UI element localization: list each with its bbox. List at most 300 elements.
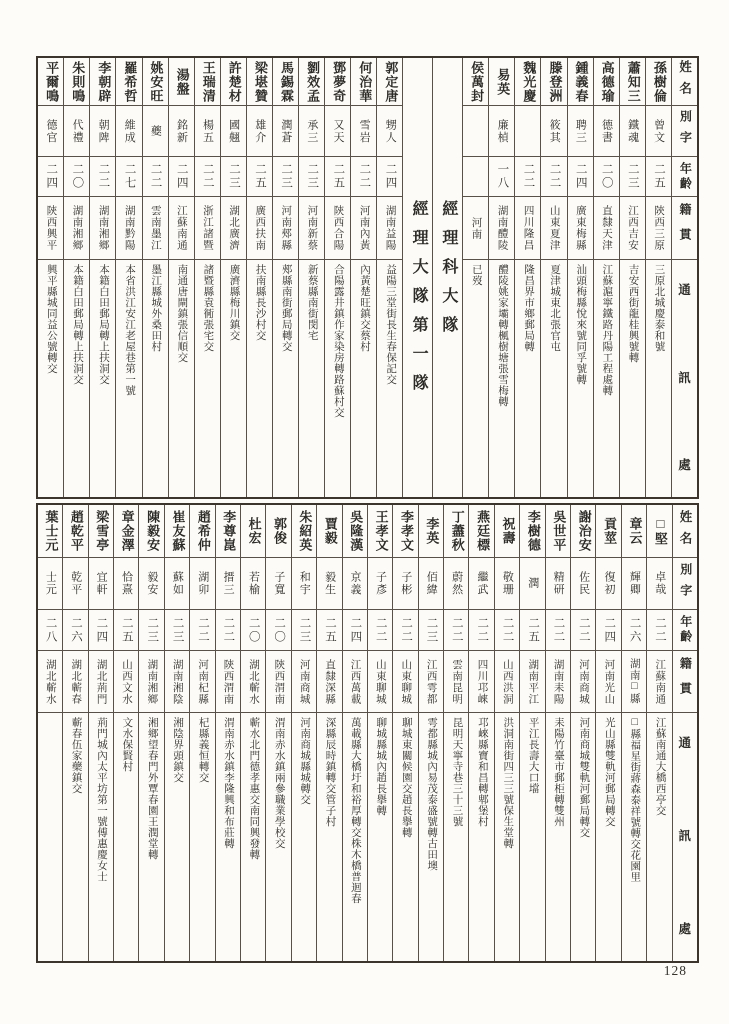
entry-origin-text: 廣西扶南 bbox=[254, 205, 266, 251]
entry-address-text: 三原北城慶泰和號 bbox=[653, 264, 665, 352]
entry-origin bbox=[515, 197, 540, 260]
entry-address bbox=[247, 260, 272, 497]
entry-name-text: 梁堪贊 bbox=[252, 60, 268, 103]
entry-address bbox=[377, 260, 402, 497]
header-origin-text: 籍貫 bbox=[678, 203, 693, 253]
entry-origin-text: 直隸深縣 bbox=[324, 658, 336, 705]
entry-origin bbox=[90, 197, 115, 260]
entry-name bbox=[368, 505, 392, 558]
entry-age-text: 二二 bbox=[476, 616, 489, 644]
header-origin-text: 籍貫 bbox=[678, 656, 693, 707]
entry-address-text: 汕頭梅縣悅來號同孚號轉 bbox=[575, 264, 587, 385]
entry-age-text: 二五 bbox=[652, 163, 665, 190]
entry-courtesy-name bbox=[266, 558, 290, 610]
entry-age-text: 二二 bbox=[196, 616, 209, 644]
entry-address bbox=[444, 713, 468, 961]
header-column bbox=[671, 58, 697, 497]
entry-courtesy-name-text: 潤 bbox=[526, 577, 539, 590]
entry-address-text: 昆明天寧寺巷三十三號 bbox=[451, 717, 463, 827]
entry-origin bbox=[241, 651, 265, 713]
entry-address bbox=[620, 260, 645, 497]
entry-age-text: 二二 bbox=[358, 163, 371, 190]
entry-name bbox=[571, 505, 595, 558]
entry-age bbox=[139, 610, 163, 651]
entry-origin-text: 四川隆昌 bbox=[522, 205, 534, 251]
entry-origin-text: 湖北蘄水 bbox=[247, 658, 259, 705]
entry-age bbox=[241, 610, 265, 651]
entry-age-text: 二四 bbox=[45, 163, 58, 190]
entry-column bbox=[593, 58, 619, 497]
entry-address-text: 新蔡縣南街閔宅 bbox=[306, 264, 318, 341]
entry-column bbox=[645, 58, 671, 497]
entry-name bbox=[343, 505, 367, 558]
entry-column bbox=[63, 58, 89, 497]
entry-name bbox=[165, 505, 189, 558]
entry-origin-text: 山西洪洞 bbox=[501, 658, 513, 705]
entry-column bbox=[443, 505, 468, 961]
entry-column bbox=[215, 505, 240, 961]
entry-age-text: 二三 bbox=[298, 616, 311, 644]
header-column bbox=[672, 505, 697, 961]
entry-age bbox=[38, 157, 63, 197]
entry-name bbox=[419, 505, 443, 558]
entry-address bbox=[541, 260, 566, 497]
entry-name-text: 崔友蘇 bbox=[170, 510, 186, 552]
entry-address-text: 雩都縣城內易茂泰盛號轉古田墺 bbox=[426, 717, 438, 871]
entry-age bbox=[64, 157, 89, 197]
header-address-char: 處 bbox=[678, 922, 692, 936]
entry-age bbox=[568, 157, 593, 197]
entry-address bbox=[393, 713, 417, 961]
entry-courtesy-name bbox=[646, 106, 671, 157]
entry-origin bbox=[266, 651, 290, 713]
entry-age bbox=[622, 610, 646, 651]
entry-origin-text: 河南商城 bbox=[578, 658, 590, 705]
entry-address-text: 南通唐閘鎮張信順交 bbox=[176, 264, 188, 363]
entry-age bbox=[343, 610, 367, 651]
entry-courtesy-name bbox=[594, 106, 619, 157]
entry-address bbox=[114, 713, 138, 961]
entry-age-text: 二二 bbox=[522, 163, 535, 190]
entry-age bbox=[247, 157, 272, 197]
entry-courtesy-name-text: 和宇 bbox=[298, 571, 311, 596]
entry-courtesy-name-text: 德官 bbox=[44, 118, 57, 144]
entry-column bbox=[350, 58, 376, 497]
entry-column bbox=[38, 505, 62, 961]
entry-origin bbox=[620, 197, 645, 260]
entry-address-text: 江蘇南通大橋西亭交 bbox=[654, 717, 666, 816]
entry-address bbox=[190, 713, 214, 961]
entry-courtesy-name-text: 蔚然 bbox=[450, 571, 463, 596]
entry-name bbox=[221, 58, 246, 106]
entry-origin-text: 河南杞縣 bbox=[197, 658, 209, 705]
entry-address bbox=[515, 260, 540, 497]
entry-origin bbox=[546, 651, 570, 713]
entry-courtesy-name-text: 繼武 bbox=[476, 571, 488, 596]
entry-name bbox=[622, 505, 646, 558]
entry-age-text: 二五 bbox=[120, 616, 133, 644]
entry-age-text: 二三 bbox=[280, 163, 293, 190]
entry-name-text: 丁藎秋 bbox=[449, 510, 465, 552]
entry-courtesy-name-text: 恰熹 bbox=[120, 571, 133, 596]
entry-courtesy-name-text: 毅生 bbox=[323, 571, 336, 596]
entry-column bbox=[272, 58, 298, 497]
entry-column bbox=[142, 58, 168, 497]
entry-column bbox=[488, 58, 514, 497]
entry-origin bbox=[377, 197, 402, 260]
entry-courtesy-name-text: 輝卿 bbox=[628, 571, 641, 596]
entry-age-text: 一八 bbox=[496, 163, 509, 190]
entry-origin bbox=[38, 197, 63, 260]
entry-name-text: 魏光慶 bbox=[521, 60, 537, 103]
entry-origin-text: 廣東梅縣 bbox=[574, 205, 586, 251]
entry-address bbox=[546, 713, 570, 961]
entry-origin bbox=[495, 651, 519, 713]
entry-age-text: 二七 bbox=[123, 163, 136, 190]
entry-name bbox=[620, 58, 645, 106]
entry-courtesy-name bbox=[247, 106, 272, 157]
entry-age bbox=[190, 610, 214, 651]
entry-column bbox=[189, 505, 214, 961]
entry-origin-text: 湖南黔陽 bbox=[123, 205, 135, 251]
entry-name-text: 湯盤 bbox=[174, 67, 190, 96]
entry-column bbox=[376, 58, 402, 497]
entry-address-text: □縣福星街蔣森泰祥號轉交花園里 bbox=[629, 717, 641, 883]
entry-name bbox=[90, 58, 115, 106]
entry-name bbox=[541, 58, 566, 106]
entry-courtesy-name bbox=[622, 558, 646, 610]
entry-origin-text: 雲南昆明 bbox=[451, 658, 463, 705]
entry-age bbox=[292, 610, 316, 651]
entry-age bbox=[266, 610, 290, 651]
entry-age-text: 二二 bbox=[577, 616, 590, 644]
entry-address bbox=[139, 713, 163, 961]
entry-origin-text: 河南 bbox=[470, 216, 482, 240]
entry-address-text: 夏津城東北張官屯 bbox=[549, 264, 561, 352]
entry-courtesy-name-text: 子寬 bbox=[272, 571, 285, 596]
entry-origin-text: 山西文水 bbox=[120, 658, 132, 705]
entry-address bbox=[195, 260, 220, 497]
entry-origin bbox=[520, 651, 544, 713]
entry-origin bbox=[541, 197, 566, 260]
entry-courtesy-name-text: 銘新 bbox=[175, 118, 188, 144]
entry-age bbox=[520, 610, 544, 651]
header-address bbox=[672, 260, 697, 497]
entry-courtesy-name bbox=[64, 106, 89, 157]
entry-name-text: 何治華 bbox=[357, 60, 373, 103]
entry-origin bbox=[317, 651, 341, 713]
entry-age-text: 二三 bbox=[626, 163, 639, 190]
entry-age-text: 二二 bbox=[654, 616, 667, 644]
entry-age bbox=[489, 157, 514, 197]
entry-column bbox=[38, 58, 63, 497]
entry-column bbox=[621, 505, 646, 961]
entry-age bbox=[195, 157, 220, 197]
entry-courtesy-name bbox=[463, 106, 488, 157]
entry-name-text: 梁雪亭 bbox=[94, 510, 110, 552]
entry-address-text: 廣濟縣梅川鎮交 bbox=[228, 264, 240, 341]
entry-origin bbox=[444, 651, 468, 713]
header-address-char: 訊 bbox=[678, 829, 692, 843]
entry-address bbox=[64, 260, 89, 497]
entry-name bbox=[568, 58, 593, 106]
entry-courtesy-name bbox=[469, 558, 493, 610]
roster-table-bottom bbox=[36, 503, 699, 963]
entry-name bbox=[393, 505, 417, 558]
entry-origin-text: 陝西合陽 bbox=[332, 205, 344, 251]
entry-origin-text: 湖北蘄春 bbox=[70, 658, 82, 705]
entry-age bbox=[165, 610, 189, 651]
entry-age-text: 二二 bbox=[548, 163, 561, 190]
entry-address-text: 邛崍縣寶和昌轉郫堡村 bbox=[476, 717, 488, 827]
entry-name-text: 鍾義春 bbox=[573, 60, 589, 103]
header-zi-text: 別字 bbox=[678, 562, 693, 605]
header-zi-text: 別字 bbox=[678, 110, 693, 152]
entry-courtesy-name-text: 精研 bbox=[552, 571, 565, 596]
entry-origin-text: 江西萬載 bbox=[349, 658, 361, 705]
entry-origin-text: 河南內黃 bbox=[358, 205, 370, 251]
entry-age bbox=[546, 610, 570, 651]
entry-name-text: 李孝文 bbox=[398, 510, 414, 552]
section-title: 經理大隊第一隊 bbox=[410, 200, 428, 403]
entry-address bbox=[90, 260, 115, 497]
entry-courtesy-name bbox=[114, 558, 138, 610]
entry-origin-text: 江蘇南通 bbox=[654, 658, 666, 705]
entry-name-text: 侯萬封 bbox=[469, 60, 485, 103]
entry-address bbox=[368, 713, 392, 961]
header-address-char: 通 bbox=[678, 283, 691, 297]
entry-origin-text: 河南商城 bbox=[298, 658, 310, 705]
entry-origin-text: 山東夏津 bbox=[548, 205, 560, 251]
entry-courtesy-name-text: 雪岩 bbox=[358, 118, 371, 144]
entry-name-text: 朱則鳴 bbox=[70, 60, 86, 103]
entry-address bbox=[343, 713, 367, 961]
entry-address-text: 興平縣城同益公號轉交 bbox=[45, 264, 57, 374]
entry-address bbox=[489, 260, 514, 497]
entry-courtesy-name bbox=[444, 558, 468, 610]
entry-name-text: 葉士元 bbox=[43, 510, 59, 552]
section-title: 經理科大隊 bbox=[439, 200, 457, 345]
entry-age-text: 二二 bbox=[501, 616, 514, 644]
entry-column bbox=[138, 505, 163, 961]
entry-address-text: 醴陵姚家壩轉楓樹塘張雪梅轉 bbox=[496, 264, 508, 407]
entry-origin-text: 陝西三原 bbox=[653, 205, 665, 251]
entry-age-text: 二三 bbox=[227, 163, 240, 190]
entry-age bbox=[38, 610, 62, 651]
entry-origin bbox=[393, 651, 417, 713]
entry-column bbox=[194, 58, 220, 497]
entry-name bbox=[63, 505, 87, 558]
entry-column bbox=[595, 505, 620, 961]
entry-age bbox=[273, 157, 298, 197]
entry-address bbox=[594, 260, 619, 497]
entry-courtesy-name-text: 楊五 bbox=[201, 118, 214, 144]
entry-origin bbox=[89, 651, 113, 713]
entry-age bbox=[221, 157, 246, 197]
entry-origin bbox=[343, 651, 367, 713]
entry-origin bbox=[64, 197, 89, 260]
entry-name-text: 祝壽 bbox=[500, 517, 516, 545]
entry-name-text: 謝治安 bbox=[576, 510, 592, 552]
entry-address-text: 已歿 bbox=[470, 264, 482, 286]
entry-column bbox=[519, 505, 544, 961]
entry-column bbox=[168, 58, 194, 497]
entry-address-text: 江蘇滬寧鐵路丹陽工程處轉 bbox=[601, 264, 613, 396]
entry-courtesy-name bbox=[489, 106, 514, 157]
entry-origin bbox=[273, 197, 298, 260]
entry-name bbox=[596, 505, 620, 558]
header-address-char: 處 bbox=[678, 458, 691, 472]
entry-address bbox=[273, 260, 298, 497]
entry-origin-text: 雲南墨江 bbox=[149, 205, 161, 251]
entry-courtesy-name bbox=[495, 558, 519, 610]
entry-address-text: 墨江縣城外桑田村 bbox=[150, 264, 162, 352]
entry-column bbox=[545, 505, 570, 961]
entry-name bbox=[64, 58, 89, 106]
entry-age-text: 二三 bbox=[425, 616, 438, 644]
entry-origin bbox=[489, 197, 514, 260]
entry-courtesy-name-text: 鐵魂 bbox=[626, 118, 639, 144]
page-number: 128 bbox=[663, 963, 687, 978]
entry-age-text: 二二 bbox=[97, 163, 110, 190]
entry-age bbox=[463, 157, 488, 197]
entry-address bbox=[463, 260, 488, 497]
entry-age-text: 二三 bbox=[171, 616, 184, 644]
entry-name-text: 吳世平 bbox=[551, 510, 567, 552]
entry-address bbox=[89, 713, 113, 961]
entry-age-text: 二〇 bbox=[247, 616, 260, 644]
entry-age bbox=[299, 157, 324, 197]
entry-column bbox=[468, 505, 493, 961]
entry-address bbox=[596, 713, 620, 961]
entry-name-text: 易英 bbox=[495, 67, 511, 96]
entry-origin bbox=[469, 651, 493, 713]
entry-origin bbox=[292, 651, 316, 713]
entry-column bbox=[342, 505, 367, 961]
entry-name bbox=[325, 58, 350, 106]
entry-address-text: 隆昌界市鄉郵局轉 bbox=[523, 264, 535, 352]
entry-name-text: 羅希哲 bbox=[122, 60, 138, 103]
entry-age bbox=[143, 157, 168, 197]
header-zi bbox=[673, 558, 697, 610]
header-age bbox=[673, 610, 697, 651]
entry-courtesy-name-text: 德書 bbox=[600, 118, 613, 144]
entry-origin-text: 湖南醴陵 bbox=[496, 205, 508, 251]
entry-age bbox=[419, 610, 443, 651]
entry-column bbox=[392, 505, 417, 961]
entry-courtesy-name bbox=[143, 106, 168, 157]
entry-origin bbox=[646, 197, 671, 260]
entry-name-text: 馬錫霖 bbox=[278, 60, 294, 103]
entry-origin bbox=[139, 651, 163, 713]
entry-address-text: 扶南縣長沙村交 bbox=[254, 264, 266, 341]
entry-courtesy-name-text: 子彬 bbox=[399, 571, 412, 596]
entry-age-text: 二三 bbox=[306, 163, 319, 190]
entry-age bbox=[495, 610, 519, 651]
entry-age-text: 二〇 bbox=[71, 163, 84, 190]
entry-courtesy-name bbox=[317, 558, 341, 610]
entry-address bbox=[571, 713, 595, 961]
entry-courtesy-name bbox=[515, 106, 540, 157]
entry-address bbox=[266, 713, 290, 961]
entry-age-text: 二四 bbox=[175, 163, 188, 190]
entry-age bbox=[351, 157, 376, 197]
entry-courtesy-name bbox=[89, 558, 113, 610]
entry-courtesy-name-text: 廉楨 bbox=[496, 118, 509, 144]
entry-age-text: 二二 bbox=[400, 616, 413, 644]
entry-column bbox=[567, 58, 593, 497]
entry-address bbox=[38, 260, 63, 497]
entry-name-text: 章金澤 bbox=[119, 510, 135, 552]
header-name-text: 姓名 bbox=[677, 509, 692, 553]
entry-origin bbox=[63, 651, 87, 713]
entry-origin-text: 四川邛崍 bbox=[476, 658, 488, 705]
entry-origin bbox=[165, 651, 189, 713]
entry-address-text: 蘄水北門德孝惠交南同興發轉 bbox=[248, 717, 260, 860]
entry-age bbox=[216, 610, 240, 651]
entry-name bbox=[489, 58, 514, 106]
entry-address-text: 河南商城雙軌河郵局轉交 bbox=[578, 717, 590, 838]
entry-origin-text: 湖南湘鄉 bbox=[146, 658, 158, 705]
entry-courtesy-name-text: 復初 bbox=[602, 571, 615, 596]
entry-origin bbox=[114, 651, 138, 713]
entry-age-text: 二四 bbox=[349, 616, 362, 644]
entry-address bbox=[241, 713, 265, 961]
entry-age-text: 二五 bbox=[527, 616, 540, 644]
entry-name bbox=[169, 58, 194, 106]
entry-courtesy-name bbox=[596, 558, 620, 610]
entry-origin bbox=[247, 197, 272, 260]
entry-courtesy-name-text: 又天 bbox=[332, 118, 345, 144]
entry-origin-text: 湖南平江 bbox=[527, 658, 539, 705]
entry-column bbox=[246, 58, 272, 497]
entry-courtesy-name bbox=[325, 106, 350, 157]
entry-name-text: 朱紹英 bbox=[297, 510, 313, 552]
header-name bbox=[672, 58, 697, 106]
entry-origin-text: 直隸天津 bbox=[600, 205, 612, 251]
entry-name bbox=[273, 58, 298, 106]
entry-name bbox=[89, 505, 113, 558]
entry-courtesy-name bbox=[273, 106, 298, 157]
entry-courtesy-name-text: 潤蒼 bbox=[279, 118, 292, 144]
entry-name bbox=[195, 58, 220, 106]
entry-name-text: □堅 bbox=[652, 516, 668, 546]
entry-name-text: 郭定唐 bbox=[383, 60, 399, 103]
entry-courtesy-name bbox=[190, 558, 214, 610]
entry-address bbox=[568, 260, 593, 497]
entry-address-text: 本籍白田郵局轉上扶洞交 bbox=[71, 264, 83, 385]
entry-name bbox=[114, 505, 138, 558]
entry-courtesy-name-text: 佰緯 bbox=[425, 571, 438, 596]
header-address bbox=[673, 713, 697, 961]
entry-origin-text: 江西吉安 bbox=[627, 205, 639, 251]
entry-origin bbox=[216, 651, 240, 713]
entry-age bbox=[63, 610, 87, 651]
entry-name-text: 蕭知三 bbox=[625, 60, 641, 103]
entry-address bbox=[143, 260, 168, 497]
entry-address-text: 荊門城內太平坊第一號傅惠慶女士 bbox=[96, 717, 107, 882]
entry-address-text: 聊城縣城內趙長擧轉 bbox=[375, 717, 387, 816]
entry-name bbox=[247, 58, 272, 106]
entry-name-text: 平爾鳴 bbox=[44, 60, 60, 103]
entry-courtesy-name-text: 筱其 bbox=[548, 118, 561, 144]
entry-origin-text: 湖南□縣 bbox=[628, 658, 640, 705]
entry-name bbox=[299, 58, 324, 106]
entry-address bbox=[520, 713, 544, 961]
entry-age-text: 二二 bbox=[201, 163, 214, 190]
roster-table-top bbox=[36, 56, 699, 499]
entry-courtesy-name-text: 維成 bbox=[123, 118, 136, 144]
